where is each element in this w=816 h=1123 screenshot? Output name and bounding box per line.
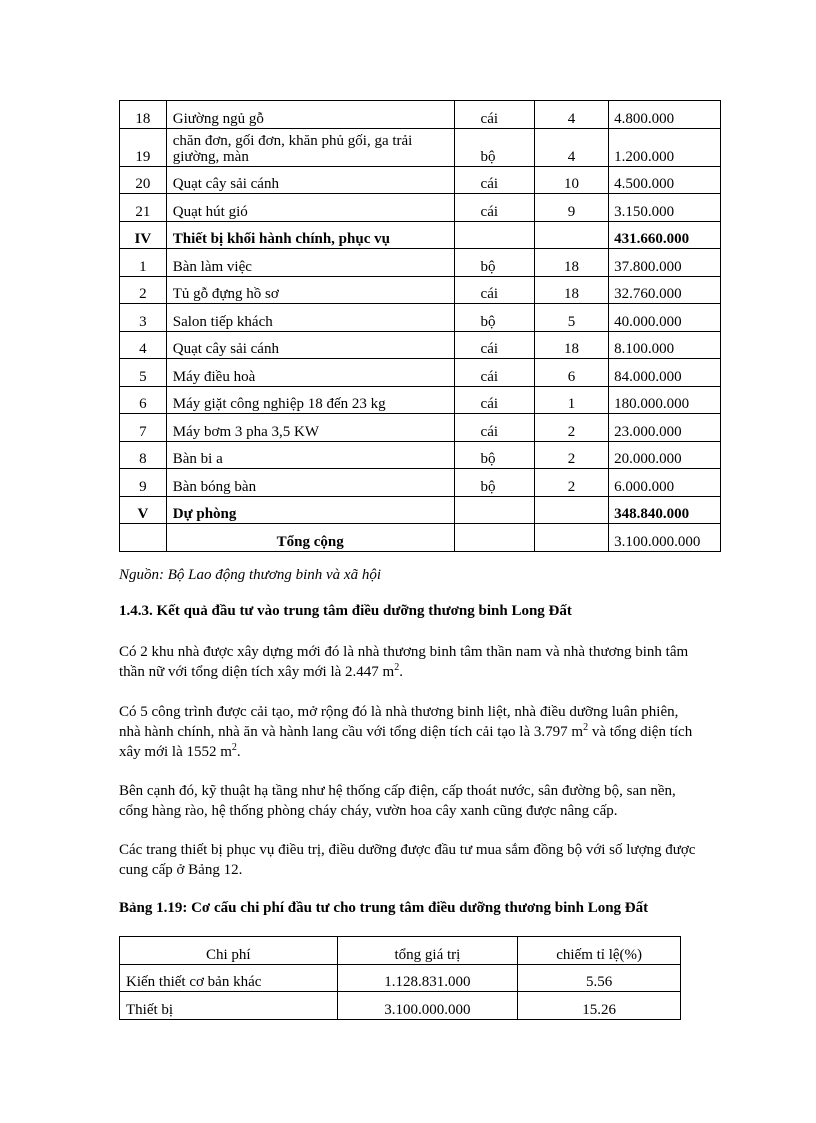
row-number: 21 [120, 194, 167, 222]
item-quantity: 5 [534, 304, 608, 332]
item-amount: 20.000.000 [609, 441, 721, 469]
item-name: Quạt cây sải cánh [166, 331, 454, 359]
equipment-row [120, 331, 721, 359]
item-unit: bộ [454, 441, 534, 469]
paragraph-3: Bên cạnh đó, kỹ thuật hạ tầng như hệ thống cấp điện, cấp thoát nước, sân đường bộ, san nền, cổng hàng rào, hệ thống phòng cháy cháy, vườn hoa cây xanh cũng được nâng cấp. [119, 783, 676, 819]
item-amount: 180.000.000 [609, 386, 721, 414]
cost-item: Thiết bị [120, 992, 338, 1020]
item-quantity: 2 [534, 414, 608, 442]
item-quantity: 18 [534, 249, 608, 277]
item-name: Giường ngủ gỗ [166, 101, 454, 129]
item-amount: 6.000.000 [609, 469, 721, 497]
equipment-row [120, 441, 721, 469]
row-number: 8 [120, 441, 167, 469]
row-number: 1 [120, 249, 167, 277]
item-quantity: 2 [534, 469, 608, 497]
paragraph-2-text-b: và tổng diện tích xây mới là 1552 m [119, 724, 693, 760]
item-quantity: 2 [534, 441, 608, 469]
item-name: Tủ gỗ đựng hồ sơ [166, 276, 454, 304]
item-name: Quạt hút gió [166, 194, 454, 222]
total-no-cell [120, 524, 167, 552]
row-number: V [120, 496, 167, 524]
paragraph-1-end: . [399, 664, 403, 680]
cost-value: 1.128.831.000 [337, 964, 518, 992]
paragraph-4: Các trang thiết bị phục vụ điều trị, điều dưỡng được đầu tư mua sắm đồng bộ với số lượng được cung cấp ở Bảng 12. [119, 842, 696, 878]
row-number: 7 [120, 414, 167, 442]
equipment-row [120, 249, 721, 277]
item-quantity: 9 [534, 194, 608, 222]
item-name: Máy giặt công nghiệp 18 đến 23 kg [166, 386, 454, 414]
item-unit [454, 496, 534, 524]
item-amount: 23.000.000 [609, 414, 721, 442]
item-unit: bộ [454, 304, 534, 332]
equipment-row [120, 386, 721, 414]
item-unit [454, 221, 534, 249]
equipment-row [120, 276, 721, 304]
item-name: Thiết bị khối hành chính, phục vụ [166, 221, 454, 249]
total-amount: 3.100.000.000 [609, 524, 721, 552]
item-unit: bộ [454, 128, 534, 166]
row-number: 19 [120, 128, 167, 166]
item-unit: cái [454, 386, 534, 414]
paragraph-2 [119, 702, 699, 762]
item-quantity: 10 [534, 166, 608, 194]
item-name: Bàn bóng bàn [166, 469, 454, 497]
item-amount: 348.840.000 [609, 496, 721, 524]
row-number: 4 [120, 331, 167, 359]
equipment-row [120, 128, 721, 166]
equipment-row [120, 221, 721, 249]
header-tong-gia-tri: tổng giá trị [337, 937, 518, 965]
item-name: Dự phòng [166, 496, 454, 524]
item-name: Bàn làm việc [166, 249, 454, 277]
cost-percent: 15.26 [518, 992, 681, 1020]
paragraph-2-sup-2: 2 [231, 742, 237, 753]
item-quantity: 4 [534, 128, 608, 166]
paragraph-1 [119, 642, 699, 682]
equipment-total-row [120, 524, 721, 552]
paragraph-1-text: Có 2 khu nhà được xây dựng mới đó là nhà thương binh tâm thần nam và nhà thương binh tâm thần nữ với tổng diện tích xây mới là 2.447 m [119, 644, 689, 680]
source-note: Nguồn: Bộ Lao động thương binh và xã hội [119, 567, 382, 583]
row-number: IV [120, 221, 167, 249]
paragraph-1-sup: 2 [394, 662, 400, 673]
item-amount: 3.150.000 [609, 194, 721, 222]
item-amount: 40.000.000 [609, 304, 721, 332]
equipment-row [120, 414, 721, 442]
item-amount: 4.800.000 [609, 101, 721, 129]
item-name: Máy bơm 3 pha 3,5 KW [166, 414, 454, 442]
item-quantity: 1 [534, 386, 608, 414]
equipment-row [120, 166, 721, 194]
paragraph-2-sup-1: 2 [583, 722, 589, 733]
total-qty-cell [534, 524, 608, 552]
item-unit: bộ [454, 249, 534, 277]
equipment-row [120, 469, 721, 497]
item-unit: cái [454, 194, 534, 222]
item-amount: 431.660.000 [609, 221, 721, 249]
row-number: 9 [120, 469, 167, 497]
equipment-table [119, 100, 721, 552]
paragraph-2-end: . [236, 744, 241, 760]
item-quantity: 6 [534, 359, 608, 387]
item-name: Bàn bi a [166, 441, 454, 469]
paragraph-2-text-a: Có 5 công trình được cải tạo, mở rộng đó là nhà thương binh liệt, nhà điều dưỡng luân phiên, nhà hành chính, nhà ăn và hành lang cầu với tổng diện tích cải tạo là 3.797 m [119, 704, 679, 740]
item-amount: 84.000.000 [609, 359, 721, 387]
row-number: 5 [120, 359, 167, 387]
equipment-row [120, 194, 721, 222]
equipment-row [120, 496, 721, 524]
item-unit: cái [454, 166, 534, 194]
item-amount: 1.200.000 [609, 128, 721, 166]
item-unit: bộ [454, 469, 534, 497]
item-unit: cái [454, 359, 534, 387]
equipment-row [120, 304, 721, 332]
item-name: Salon tiếp khách [166, 304, 454, 332]
cost-percent: 5.56 [518, 964, 681, 992]
cost-value: 3.100.000.000 [337, 992, 518, 1020]
header-ti-le: chiếm tỉ lệ(%) [518, 937, 681, 965]
item-name: chăn đơn, gối đơn, khăn phủ gối, ga trải giường, màn [166, 128, 454, 166]
item-unit: cái [454, 276, 534, 304]
cost-table-header-row [120, 937, 681, 965]
header-chi-phi: Chi phí [120, 937, 338, 965]
item-quantity [534, 496, 608, 524]
item-name: Quạt cây sải cánh [166, 166, 454, 194]
cost-table-row [120, 992, 681, 1020]
total-label: Tổng cộng [166, 524, 454, 552]
item-amount: 8.100.000 [609, 331, 721, 359]
row-number: 2 [120, 276, 167, 304]
item-amount: 32.760.000 [609, 276, 721, 304]
row-number: 6 [120, 386, 167, 414]
item-name: Máy điều hoà [166, 359, 454, 387]
cost-structure-table [119, 936, 681, 1020]
row-number: 3 [120, 304, 167, 332]
cost-table-row [120, 964, 681, 992]
item-quantity: 18 [534, 276, 608, 304]
item-quantity: 4 [534, 101, 608, 129]
item-unit: cái [454, 101, 534, 129]
item-unit: cái [454, 331, 534, 359]
total-unit-cell [454, 524, 534, 552]
row-number: 20 [120, 166, 167, 194]
equipment-table-body [120, 101, 721, 552]
equipment-row [120, 101, 721, 129]
row-number: 18 [120, 101, 167, 129]
item-quantity: 18 [534, 331, 608, 359]
item-unit: cái [454, 414, 534, 442]
equipment-row [120, 359, 721, 387]
cost-item: Kiến thiết cơ bản khác [120, 964, 338, 992]
item-amount: 4.500.000 [609, 166, 721, 194]
table-caption: Bảng 1.19: Cơ cấu chi phí đầu tư cho trung tâm điều dưỡng thương binh Long Đất [119, 900, 649, 916]
item-quantity [534, 221, 608, 249]
section-heading: 1.4.3. Kết quả đầu tư vào trung tâm điều dưỡng thương binh Long Đất [119, 603, 572, 619]
item-amount: 37.800.000 [609, 249, 721, 277]
